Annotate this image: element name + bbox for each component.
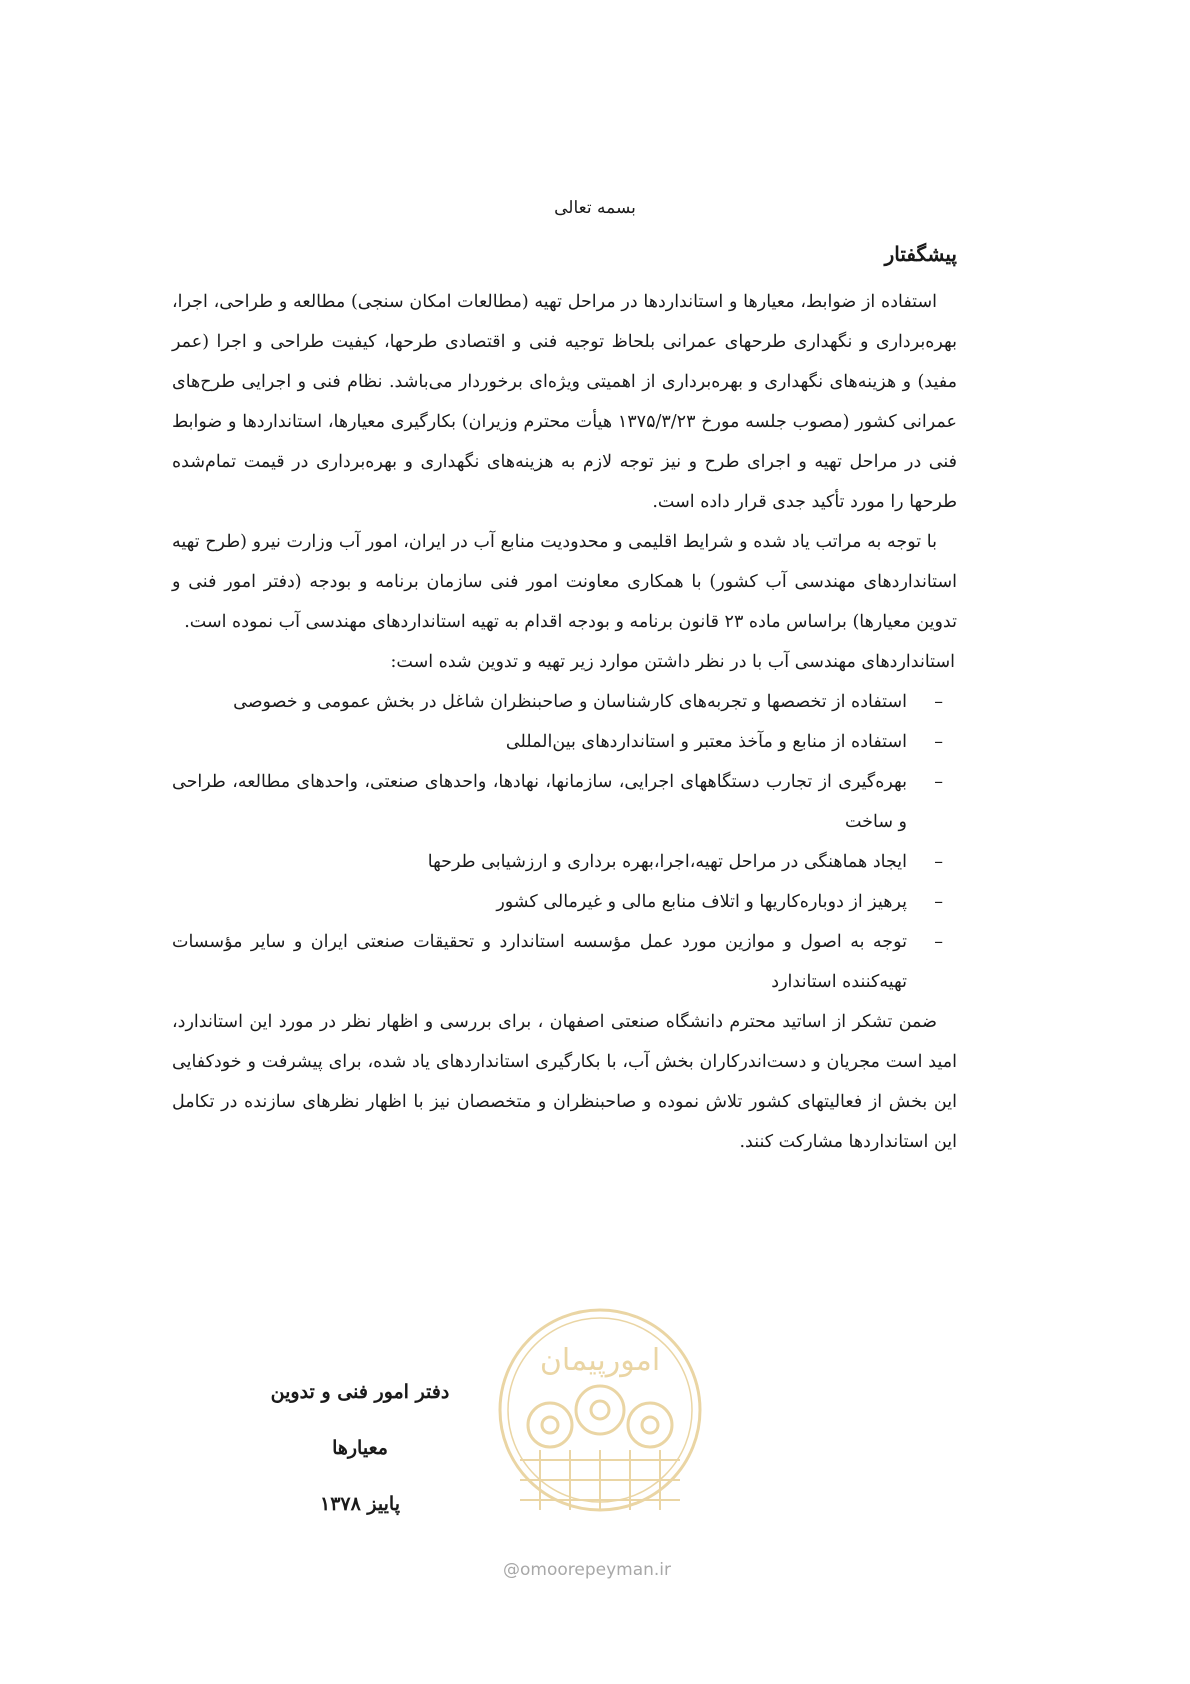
list-item: – پرهیز از دوباره‌کاریها و اتلاف منابع مالی و غیرمالی کشور: [172, 882, 957, 922]
criteria-list: [172, 682, 957, 1002]
list-item: – استفاده از تخصصها و تجربه‌های کارشناسان و صاحبنظران شاغل در بخش عمومی و خصوصی: [172, 682, 957, 722]
body-text: [172, 282, 957, 1162]
list-dash: –: [934, 892, 943, 912]
list-dash: –: [934, 772, 943, 792]
signature-office: دفتر امور فنی و تدوین: [270, 1381, 450, 1403]
list-item: – توجه به اصول و موازین مورد عمل مؤسسه استاندارد و تحقیقات صنعتی ایران و سایر مؤسسات تهیه‌کننده استاندارد: [172, 922, 957, 1002]
paragraph-2: با توجه به مراتب یاد شده و شرایط اقلیمی و محدودیت منابع آب در ایران، امور آب وزارت نیرو (طرح تهیه استانداردهای مهندسی آب کشور) با همکاری معاونت امور فنی سازمان برنامه و بودجه (دفتر امور فنی و تدوین معیارها) براساس ماده ۲۳ قانون برنامه و بودجه اقدام به تهیه استانداردهای مهندسی آب نموده است.: [172, 532, 957, 632]
list-dash: –: [934, 932, 943, 952]
list-item: – استفاده از منابع و مآخذ معتبر و استانداردهای بین‌المللی: [172, 722, 957, 762]
paragraph-3: استانداردهای مهندسی آب با در نظر داشتن موارد زیر تهیه و تدوین شده است:: [390, 652, 955, 672]
list-item: – بهره‌گیری از تجارب دستگاههای اجرایی، سازمانها، نهادها، واحدهای صنعتی، واحدهای مطالعه، طراحی و ساخت: [172, 762, 957, 842]
watermark-logo-icon: [490, 1300, 710, 1560]
watermark-logo-text: امورپیمان: [539, 1343, 661, 1378]
paragraph-1: استفاده از ضوابط، معیارها و استانداردها در مراحل تهیه (مطالعات امکان سنجی) مطالعه و طراحی، اجرا، بهره‌برداری و نگهداری طرحهای عمرانی بلحاظ توجیه فنی و اقتصادی طرحها، کیفیت طراحی و اجرا (عمر مفید) و هزینه‌های نگهداری و بهره‌برداری از اهمیتی ویژه‌ای برخوردار می‌باشد. نظام فنی و اجرایی طرح‌های عمرانی کشور (مصوب جلسه مورخ ۱۳۷۵/۳/۲۳ هیأت محترم وزیران) بکارگیری معیارها، استانداردها و ضوابط فنی در مراحل تهیه و اجرای طرح و نیز توجه لازم به هزینه‌های نگهداری و بهره‌برداری در قیمت تمام‌شده طرحها را مورد تأکید جدی قرار داده است.: [172, 292, 957, 512]
list-dash: –: [934, 692, 943, 712]
list-dash: –: [934, 732, 943, 752]
list-dash: –: [934, 852, 943, 872]
signature-office-cont: معیارها: [332, 1437, 388, 1459]
section-heading: پیشگفتار: [884, 242, 957, 266]
watermark-url: @omoorepeyman.ir: [503, 1560, 672, 1580]
signature-date: پاییز ۱۳۷۸: [319, 1493, 401, 1515]
paragraph-4: ضمن تشکر از اساتید محترم دانشگاه صنعتی اصفهان ، برای بررسی و اظهار نظر در مورد این استاندارد، امید است مجریان و دست‌اندرکاران بخش آب، با بکارگیری استانداردهای یاد شده، برای پیشرفت و خودکفایی این بخش از فعالیتهای کشور تلاش نموده و صاحبنظران و متخصصان نیز با اظهار نظرهای سازنده در تکامل این استانداردها مشارکت کنند.: [172, 1012, 957, 1152]
signature-block: [230, 1364, 490, 1532]
bismillah-header: بسمه تعالی: [554, 198, 636, 218]
list-item: – ایجاد هماهنگی در مراحل تهیه،اجرا،بهره برداری و ارزشیابی طرحها: [172, 842, 957, 882]
